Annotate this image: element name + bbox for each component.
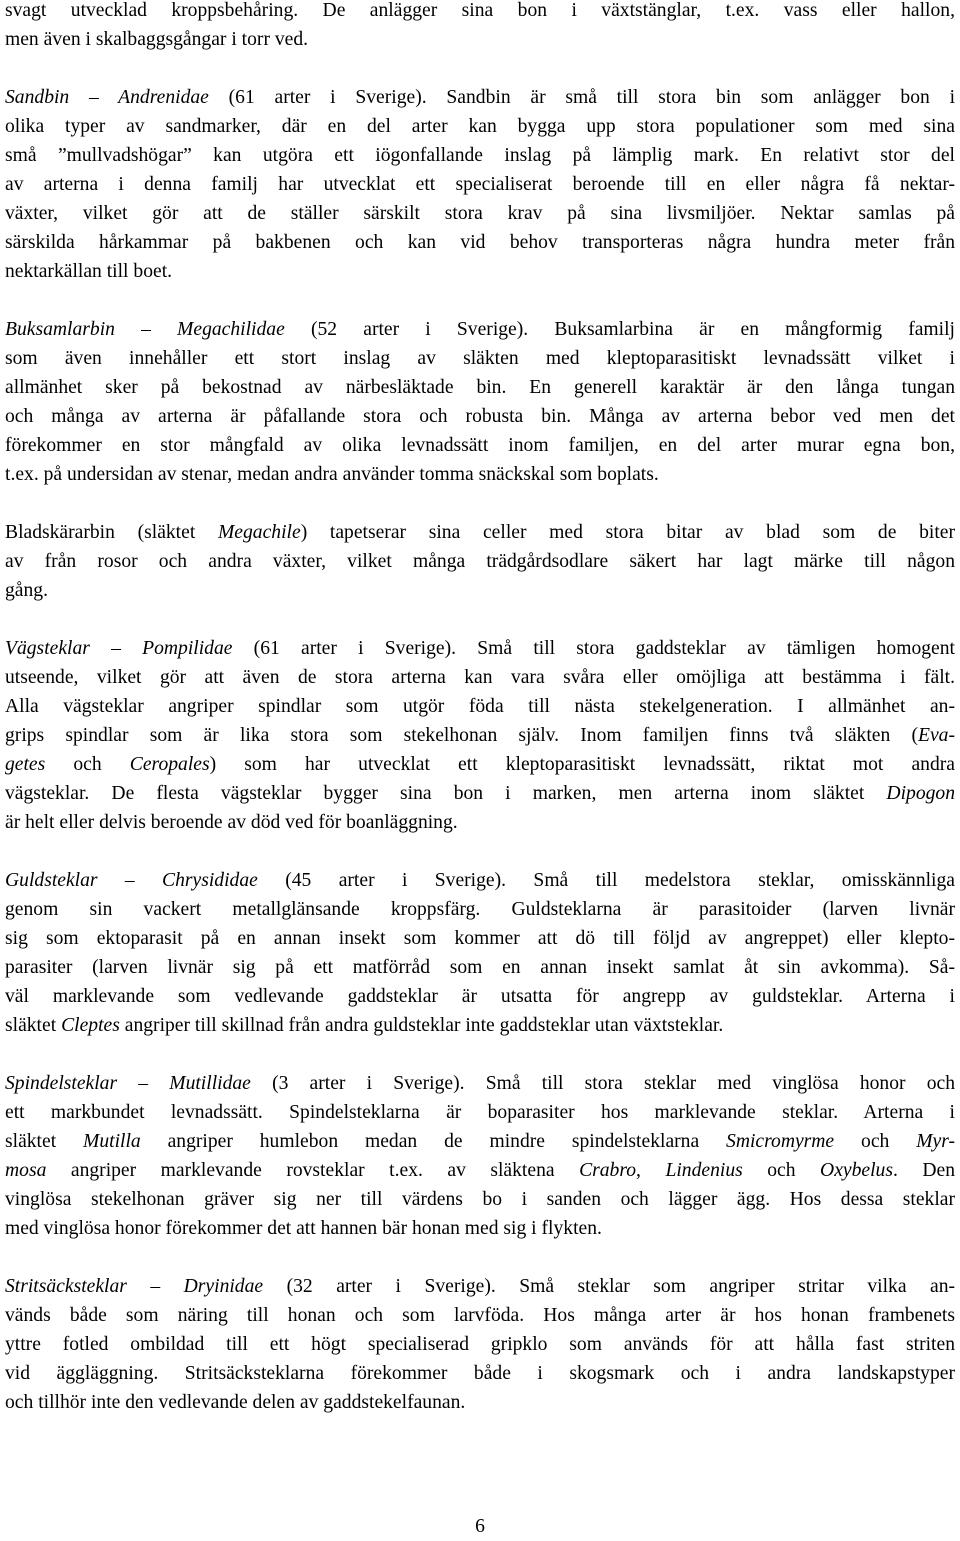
genus-name: Megachile	[217, 522, 301, 543]
text-line: allmänhet sker på bekostnad av närbesläktade bin. En generell karaktär är den långa tungan	[5, 377, 955, 398]
text-segment: släktet	[5, 1015, 57, 1036]
text-line: med vinglösa honor förekommer det att hannen bär honan med sig i flykten.	[5, 1218, 602, 1239]
text-line: små ”mullvadshögar” kan utgöra ett iögonfallande inslag på lämplig mark. En relativt stor del	[5, 145, 955, 166]
text-line: men även i skalbaggsgångar i torr ved.	[5, 29, 309, 50]
text-segment: . Den	[892, 1160, 955, 1181]
text-line: vinglösa stekelhonan gräver sig ner till värdens bo i sanden och lägger ägg. Hos dessa steklar	[5, 1189, 955, 1210]
text-line	[5, 750, 955, 779]
text-line	[5, 1156, 955, 1185]
paragraph-megachile	[5, 518, 955, 605]
text-line: olika typer av sandmarker, där en del arter kan bygga upp stora populationer som med sina	[5, 116, 955, 137]
species-count: (61 arter i Sverige).	[228, 87, 427, 108]
species-count: (45 arter i Sverige).	[285, 870, 507, 891]
species-count: (3 arter i Sverige).	[272, 1073, 465, 1094]
species-count: (52 arter i Sverige).	[310, 319, 529, 340]
text-line	[5, 634, 955, 663]
text-line	[5, 1272, 955, 1301]
species-count: (32 arter i Sverige).	[286, 1276, 496, 1297]
text-line	[5, 1011, 955, 1040]
text-line: vänds både som näring till honan och som larvföda. Hos många arter är hos honan frambenets	[5, 1305, 955, 1326]
paragraph-chrysididae	[5, 866, 955, 1040]
text-segment: Bladskärarbin (släktet	[5, 522, 196, 543]
text-line: förekommer en stor mångfald av olika levnadssätt inom familjen, en del arter murar egna bon,	[5, 435, 955, 456]
family-heading: Vägsteklar – Pompilidae	[5, 638, 233, 659]
genus-name: Crabro	[579, 1160, 637, 1181]
text-line: är helt eller delvis beroende av död ved för boanläggning.	[5, 812, 458, 833]
text-segment: och	[73, 754, 102, 775]
genus-name: Oxybelus	[820, 1160, 893, 1181]
text-line	[5, 1069, 955, 1098]
text-line: yttre fotled ombildad till ett högt specialiserad gripklo som används för att hålla fast striten	[5, 1334, 955, 1355]
text-segment: Små steklar som angriper stritar vilka an-	[519, 1276, 956, 1297]
text-line: som även innehåller ett stort inslag av släkten med kleptoparasitiskt levnadssätt vilket i	[5, 348, 955, 369]
genus-name: Smicromyrme	[726, 1131, 835, 1152]
text-segment: ) tapetserar sina celler med stora bitar av blad som de biter	[300, 522, 956, 543]
text-segment: Små till stora steklar med vinglösa honor och	[485, 1073, 956, 1094]
text-line	[5, 866, 955, 895]
text-line: genom sin vackert metallglänsande kroppsfärg. Guldsteklarna är parasitoider (larven livnär	[5, 899, 955, 920]
text-line	[5, 1127, 955, 1156]
text-line: parasiter (larven livnär sig på ett matförråd som en annan insekt samlat åt sin avkomma). Så-	[5, 957, 955, 978]
family-heading: Guldsteklar – Chrysididae	[5, 870, 258, 891]
text-line: Alla vägsteklar angriper spindlar som utgör föda till nästa stekelgeneration. I allmänhet an-	[5, 696, 955, 717]
text-segment: släktet	[5, 1131, 57, 1152]
family-heading: Stritsäcksteklar – Dryinidae	[5, 1276, 264, 1297]
text-line: av arterna i denna familj har utvecklat ett specialiserat beroende till en eller några få nektar-	[5, 174, 955, 195]
text-line: av från rosor och andra växter, vilket många trädgårdsodlare säkert har lagt märke till någon	[5, 551, 955, 572]
genus-name: mosa	[5, 1160, 47, 1181]
text-line: utseende, vilket gör att även de stora arterna kan vara svåra eller omöjliga att bestämma i fält.	[5, 667, 955, 688]
text-segment: vägsteklar. De flesta vägsteklar bygger sina bon i marken, men arterna inom släktet	[5, 783, 865, 804]
paragraph-mutillidae	[5, 1069, 955, 1243]
text-line: växter, vilket gör att de ställer särskilt stora krav på sina livsmiljöer. Nektar samlas på	[5, 203, 955, 224]
page-number: 6	[475, 1516, 485, 1537]
text-line	[5, 721, 955, 750]
text-segment: och	[767, 1160, 796, 1181]
text-segment: Små till medelstora steklar, omisskännliga	[533, 870, 955, 891]
text-segment: Buksamlarbina är en mångformig familj	[554, 319, 956, 340]
paragraph-andrenidae	[5, 83, 955, 286]
family-heading: Buksamlarbin – Megachilidae	[5, 319, 285, 340]
document-page	[5, 0, 955, 1417]
paragraph-megachilidae	[5, 315, 955, 489]
text-line: nektarkällan till boet.	[5, 261, 173, 282]
text-line	[5, 779, 955, 808]
text-line: särskilda hårkammar på bakbenen och kan vid behov transporteras några hundra meter från	[5, 232, 955, 253]
genus-name: Myr-	[916, 1131, 955, 1152]
paragraph-pompilidae	[5, 634, 955, 837]
family-heading: Spindelsteklar – Mutillidae	[5, 1073, 251, 1094]
paragraph-dryinidae	[5, 1272, 955, 1417]
text-segment: och	[861, 1131, 890, 1152]
text-line	[5, 83, 955, 112]
text-line: vid äggläggning. Stritsäcksteklarna förekommer både i skogsmark och i andra landskapstyper	[5, 1363, 955, 1384]
genus-name: Dipogon	[886, 783, 955, 804]
genus-name: Mutilla	[83, 1131, 141, 1152]
text-line: och många av arterna är påfallande stora och robusta bin. Många av arterna bebor ved men det	[5, 406, 955, 427]
text-line: sig som ektoparasit på en annan insekt som kommer att dö till följd av angreppet) eller klepto-	[5, 928, 955, 949]
text-segment: ,	[636, 1160, 641, 1181]
text-line: ett markbundet levnadssätt. Spindelsteklarna är boparasiter hos marklevande steklar. Arterna i	[5, 1102, 955, 1123]
text-line: väl marklevande som vedlevande gaddsteklar är utsatta för angrepp av guldsteklar. Arterna i	[5, 986, 955, 1007]
text-line: svagt utvecklad kroppsbehåring. De anlägger sina bon i växtstänglar, t.ex. vass eller hallon,	[5, 0, 955, 21]
text-segment: angriper humlebon medan de mindre spindelsteklarna	[167, 1131, 700, 1152]
genus-name: Cleptes	[61, 1015, 120, 1036]
species-count: (61 arter i Sverige).	[253, 638, 457, 659]
text-segment: Små till stora gaddsteklar av tämligen homogent	[477, 638, 955, 659]
genus-name: getes	[5, 754, 46, 775]
text-line	[5, 518, 955, 547]
genus-name: Ceropales	[129, 754, 210, 775]
text-segment: grips spindlar som är lika stora som stekelhonan själv. Inom familjen finns två släkten (	[5, 725, 918, 746]
genus-name: Eva-	[918, 725, 955, 746]
text-segment: angriper marklevande rovsteklar t.ex. av släktena	[70, 1160, 555, 1181]
text-line	[5, 315, 955, 344]
text-line: och tillhör inte den vedlevande delen av gaddstekelfaunan.	[5, 1392, 466, 1413]
text-line: gång.	[5, 580, 48, 601]
paragraph-leafcutter-intro	[5, 0, 955, 54]
text-segment: Sandbin är små till stora bin som anlägger bon i	[446, 87, 956, 108]
text-segment: ) som har utvecklat ett kleptoparasitiskt levnadssätt, riktat mot andra	[209, 754, 955, 775]
family-heading: Sandbin – Andrenidae	[5, 87, 209, 108]
genus-name: Lindenius	[665, 1160, 743, 1181]
text-segment: angriper till skillnad från andra guldsteklar inte gaddsteklar utan växtsteklar.	[124, 1015, 724, 1036]
text-line: t.ex. på undersidan av stenar, medan andra använder tomma snäckskal som boplats.	[5, 464, 659, 485]
